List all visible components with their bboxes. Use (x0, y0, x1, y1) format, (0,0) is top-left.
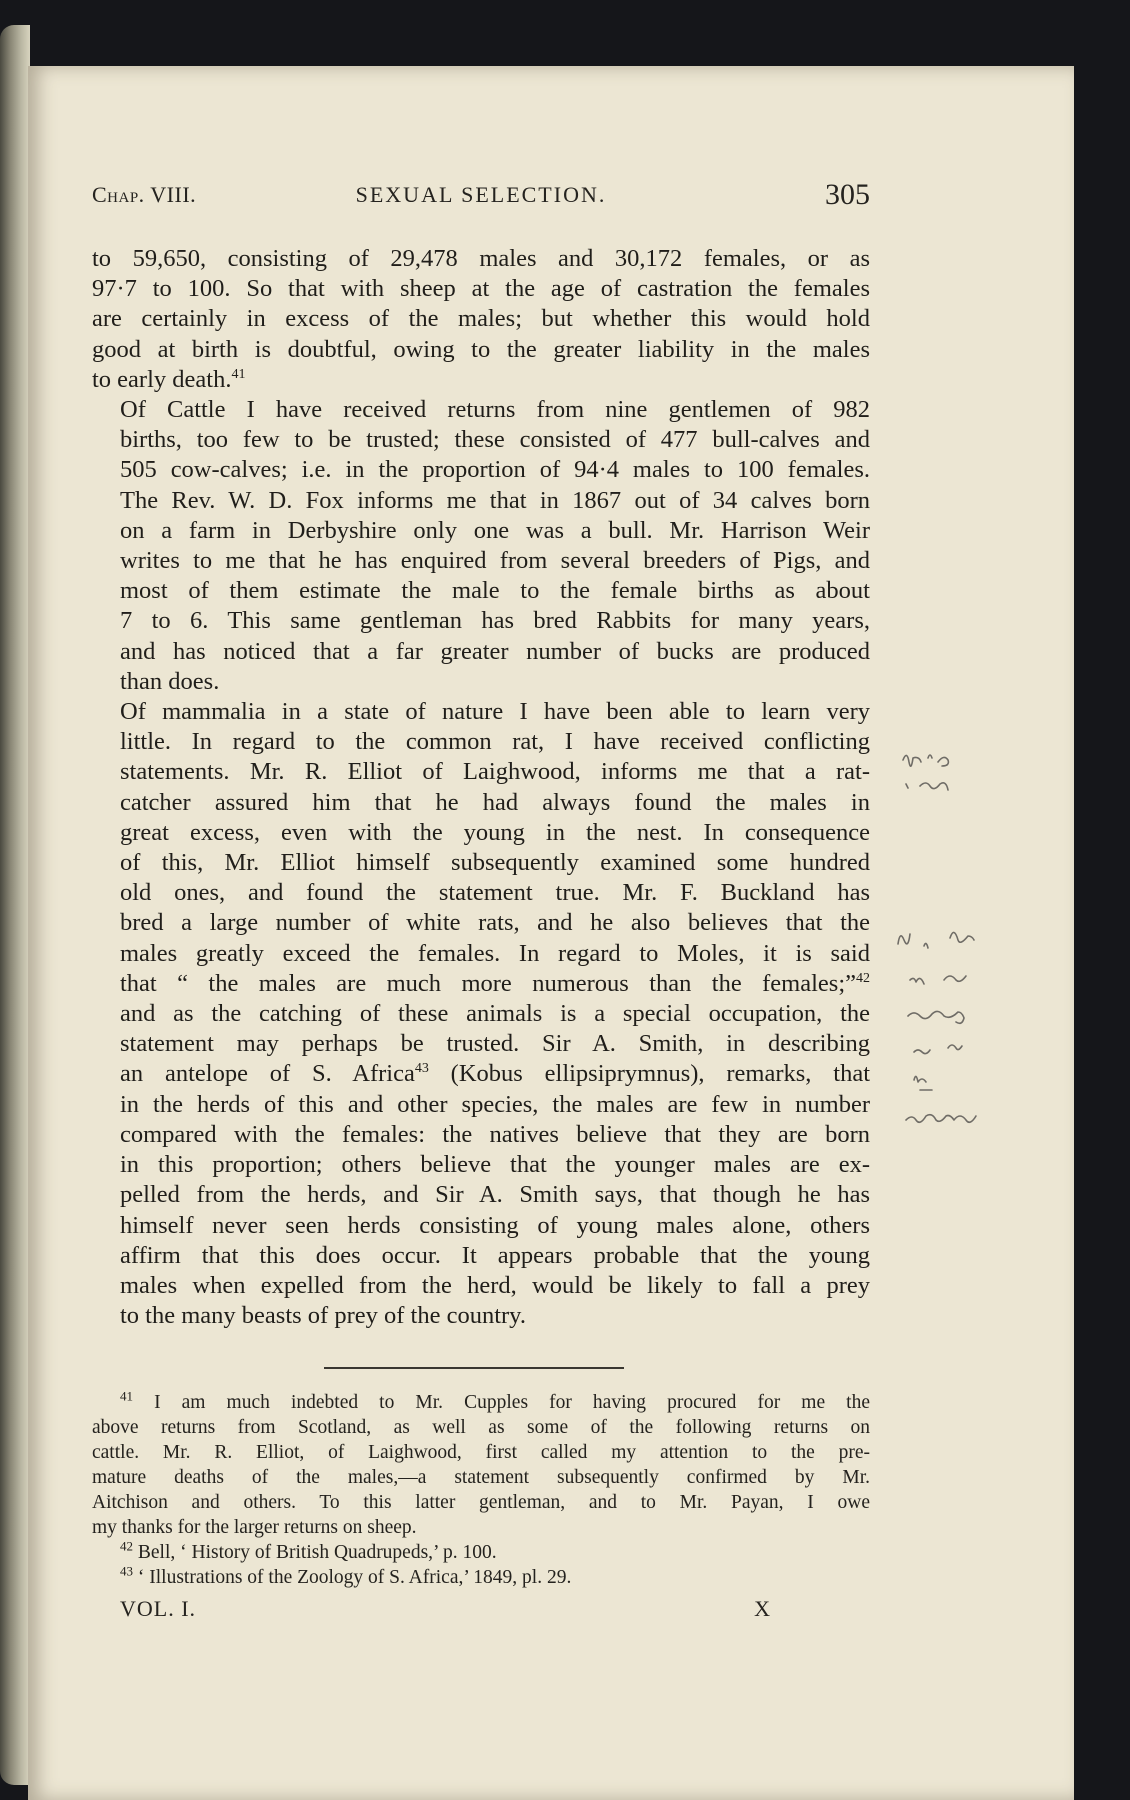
text-line: most of them estimate the male to the female births as about (120, 577, 870, 605)
text-line: in the herds of this and other species, the males are few in number (120, 1090, 870, 1118)
running-title: SEXUAL SELECTION. (355, 182, 607, 207)
text-fragment: Bell, ‘ History of British Quadrupeds,’ p. 100. (137, 1542, 497, 1563)
text-line: males greatly exceed the females. In regard to Moles, it is said (120, 939, 870, 967)
text-fragment: an antelope of S. Africa (120, 1060, 415, 1088)
text-line: and has noticed that a far greater number of bucks are produced (120, 637, 870, 665)
footnote-line (92, 1540, 870, 1565)
text-fragment: to early death. (92, 365, 232, 393)
text-fragment: that “ the males are much more numerous than the females;” (120, 969, 856, 997)
footnote-43 (92, 1565, 870, 1590)
text-line: 505 cow-calves; i.e. in the proportion of 94·4 males to 100 females. (120, 456, 870, 484)
text-fragment: I am much indebted to Mr. Cupples for having procured for me the (154, 1392, 870, 1413)
footnote-ref-42: 42 (856, 970, 870, 986)
text-line: pelled from the herds, and Sir A. Smith says, that though he has (120, 1181, 870, 1209)
pencil-stroke (903, 755, 948, 790)
signature-mark: X (754, 1596, 770, 1621)
printer-signature (120, 1596, 770, 1636)
text-line: to the many beasts of prey of the country. (120, 1302, 526, 1330)
text-line: himself never seen herds consisting of young males alone, others (120, 1211, 870, 1239)
text-line: writes to me that he has enquired from several breeders of Pigs, and (120, 547, 870, 575)
pencil-stroke (908, 1011, 964, 1023)
text-line: bred a large number of white rats, and he also believes that the (120, 909, 870, 937)
page-number: 305 (825, 178, 870, 211)
text-line: births, too few to be trusted; these consisted of 477 bull-calves and (120, 426, 870, 454)
text-fragment: ‘ Illustrations of the Zoology of S. Africa,’ 1849, pl. 29. (137, 1567, 572, 1588)
footnote-ref-43: 43 (414, 1061, 429, 1077)
volume-label: VOL. I. (120, 1596, 197, 1621)
text-line: little. In regard to the common rat, I have received conflicting (120, 728, 870, 756)
text-line: males when expelled from the herd, would be likely to fall a prey (120, 1271, 870, 1299)
text-line: than does. (120, 667, 220, 695)
footnotes (92, 1390, 870, 1590)
text-line: great excess, even with the young in the nest. In consequence (120, 818, 870, 846)
footnote-number: 41 (120, 1388, 133, 1404)
footnote-line: above returns from Scotland, as well as some of the following returns on (92, 1417, 870, 1438)
text-line (92, 969, 870, 999)
book-binding-edge (0, 25, 30, 1785)
footnote-line: my thanks for the larger returns on sheep. (92, 1517, 417, 1538)
running-header (92, 178, 870, 218)
chapter-label: Chap. VIII. (92, 182, 197, 207)
body-text (92, 244, 870, 1331)
text-line: statements. Mr. R. Elliot of Laighwood, informs me that a rat- (120, 758, 870, 786)
text-line: in this proportion; others believe that the younger males are ex- (120, 1151, 870, 1179)
text-fragment: (Kobus ellipsiprymnus), remarks, that (428, 1060, 870, 1088)
footnote-number: 42 (120, 1538, 133, 1554)
text-line: of this, Mr. Elliot himself subsequently examined some hundred (120, 849, 870, 877)
text-line: old ones, and found the statement true. Mr. F. Buckland has (120, 879, 870, 907)
paragraph-1 (92, 244, 870, 395)
text-line: on a farm in Derbyshire only one was a bull. Mr. Harrison Weir (120, 516, 870, 544)
text-line: catcher assured him that he had always found the males in (120, 788, 870, 816)
text-line: compared with the females: the natives believe that they are born (120, 1120, 870, 1148)
pencil-stroke (906, 1115, 976, 1123)
text-line: affirm that this does occur. It appears probable that the young (120, 1241, 870, 1269)
text-line: are certainly in excess of the males; but whether this would hold (92, 305, 870, 333)
paragraph-2 (92, 395, 870, 697)
text-line: to 59,650, consisting of 29,478 males and 30,172 females, or as (92, 245, 870, 272)
text-line: good at birth is doubtful, owing to the greater liability in the males (92, 335, 870, 363)
pencil-stroke (898, 932, 974, 984)
pencil-stroke (914, 1045, 962, 1054)
text-line: Of mammalia in a state of nature I have been able to learn very (120, 698, 870, 726)
paragraph-3 (92, 697, 870, 1331)
footnote-number: 43 (120, 1563, 133, 1579)
footnote-line: mature deaths of the males,—a statement subsequently confirmed by Mr. (92, 1467, 870, 1488)
text-line: The Rev. W. D. Fox informs me that in 1867 out of 34 calves born (120, 486, 870, 514)
footnote-line (92, 1390, 870, 1415)
text-line: Of Cattle I have received returns from nine gentlemen of 982 (120, 396, 870, 424)
footnote-line: Aitchison and others. To this latter gentleman, and to Mr. Payan, I owe (92, 1492, 870, 1513)
text-line: 7 to 6. This same gentleman has bred Rabbits for many years, (120, 607, 870, 635)
footnote-line (92, 1565, 870, 1590)
pencil-marginalia (880, 740, 1080, 1160)
footnote-divider (324, 1367, 624, 1369)
text-line (92, 365, 870, 395)
footnote-ref-41: 41 (231, 366, 246, 382)
text-line: and as the catching of these animals is a special occupation, the (120, 1000, 870, 1028)
footnote-42 (92, 1540, 870, 1565)
pencil-stroke (914, 1076, 932, 1090)
text-line: statement may perhaps be trusted. Sir A. Smith, in describing (120, 1030, 870, 1058)
text-line (92, 1059, 870, 1089)
footnote-41 (92, 1390, 870, 1540)
footnote-line: cattle. Mr. R. Elliot, of Laighwood, first called my attention to the pre- (92, 1442, 870, 1463)
text-line: 97·7 to 100. So that with sheep at the age of castration the females (92, 275, 870, 303)
